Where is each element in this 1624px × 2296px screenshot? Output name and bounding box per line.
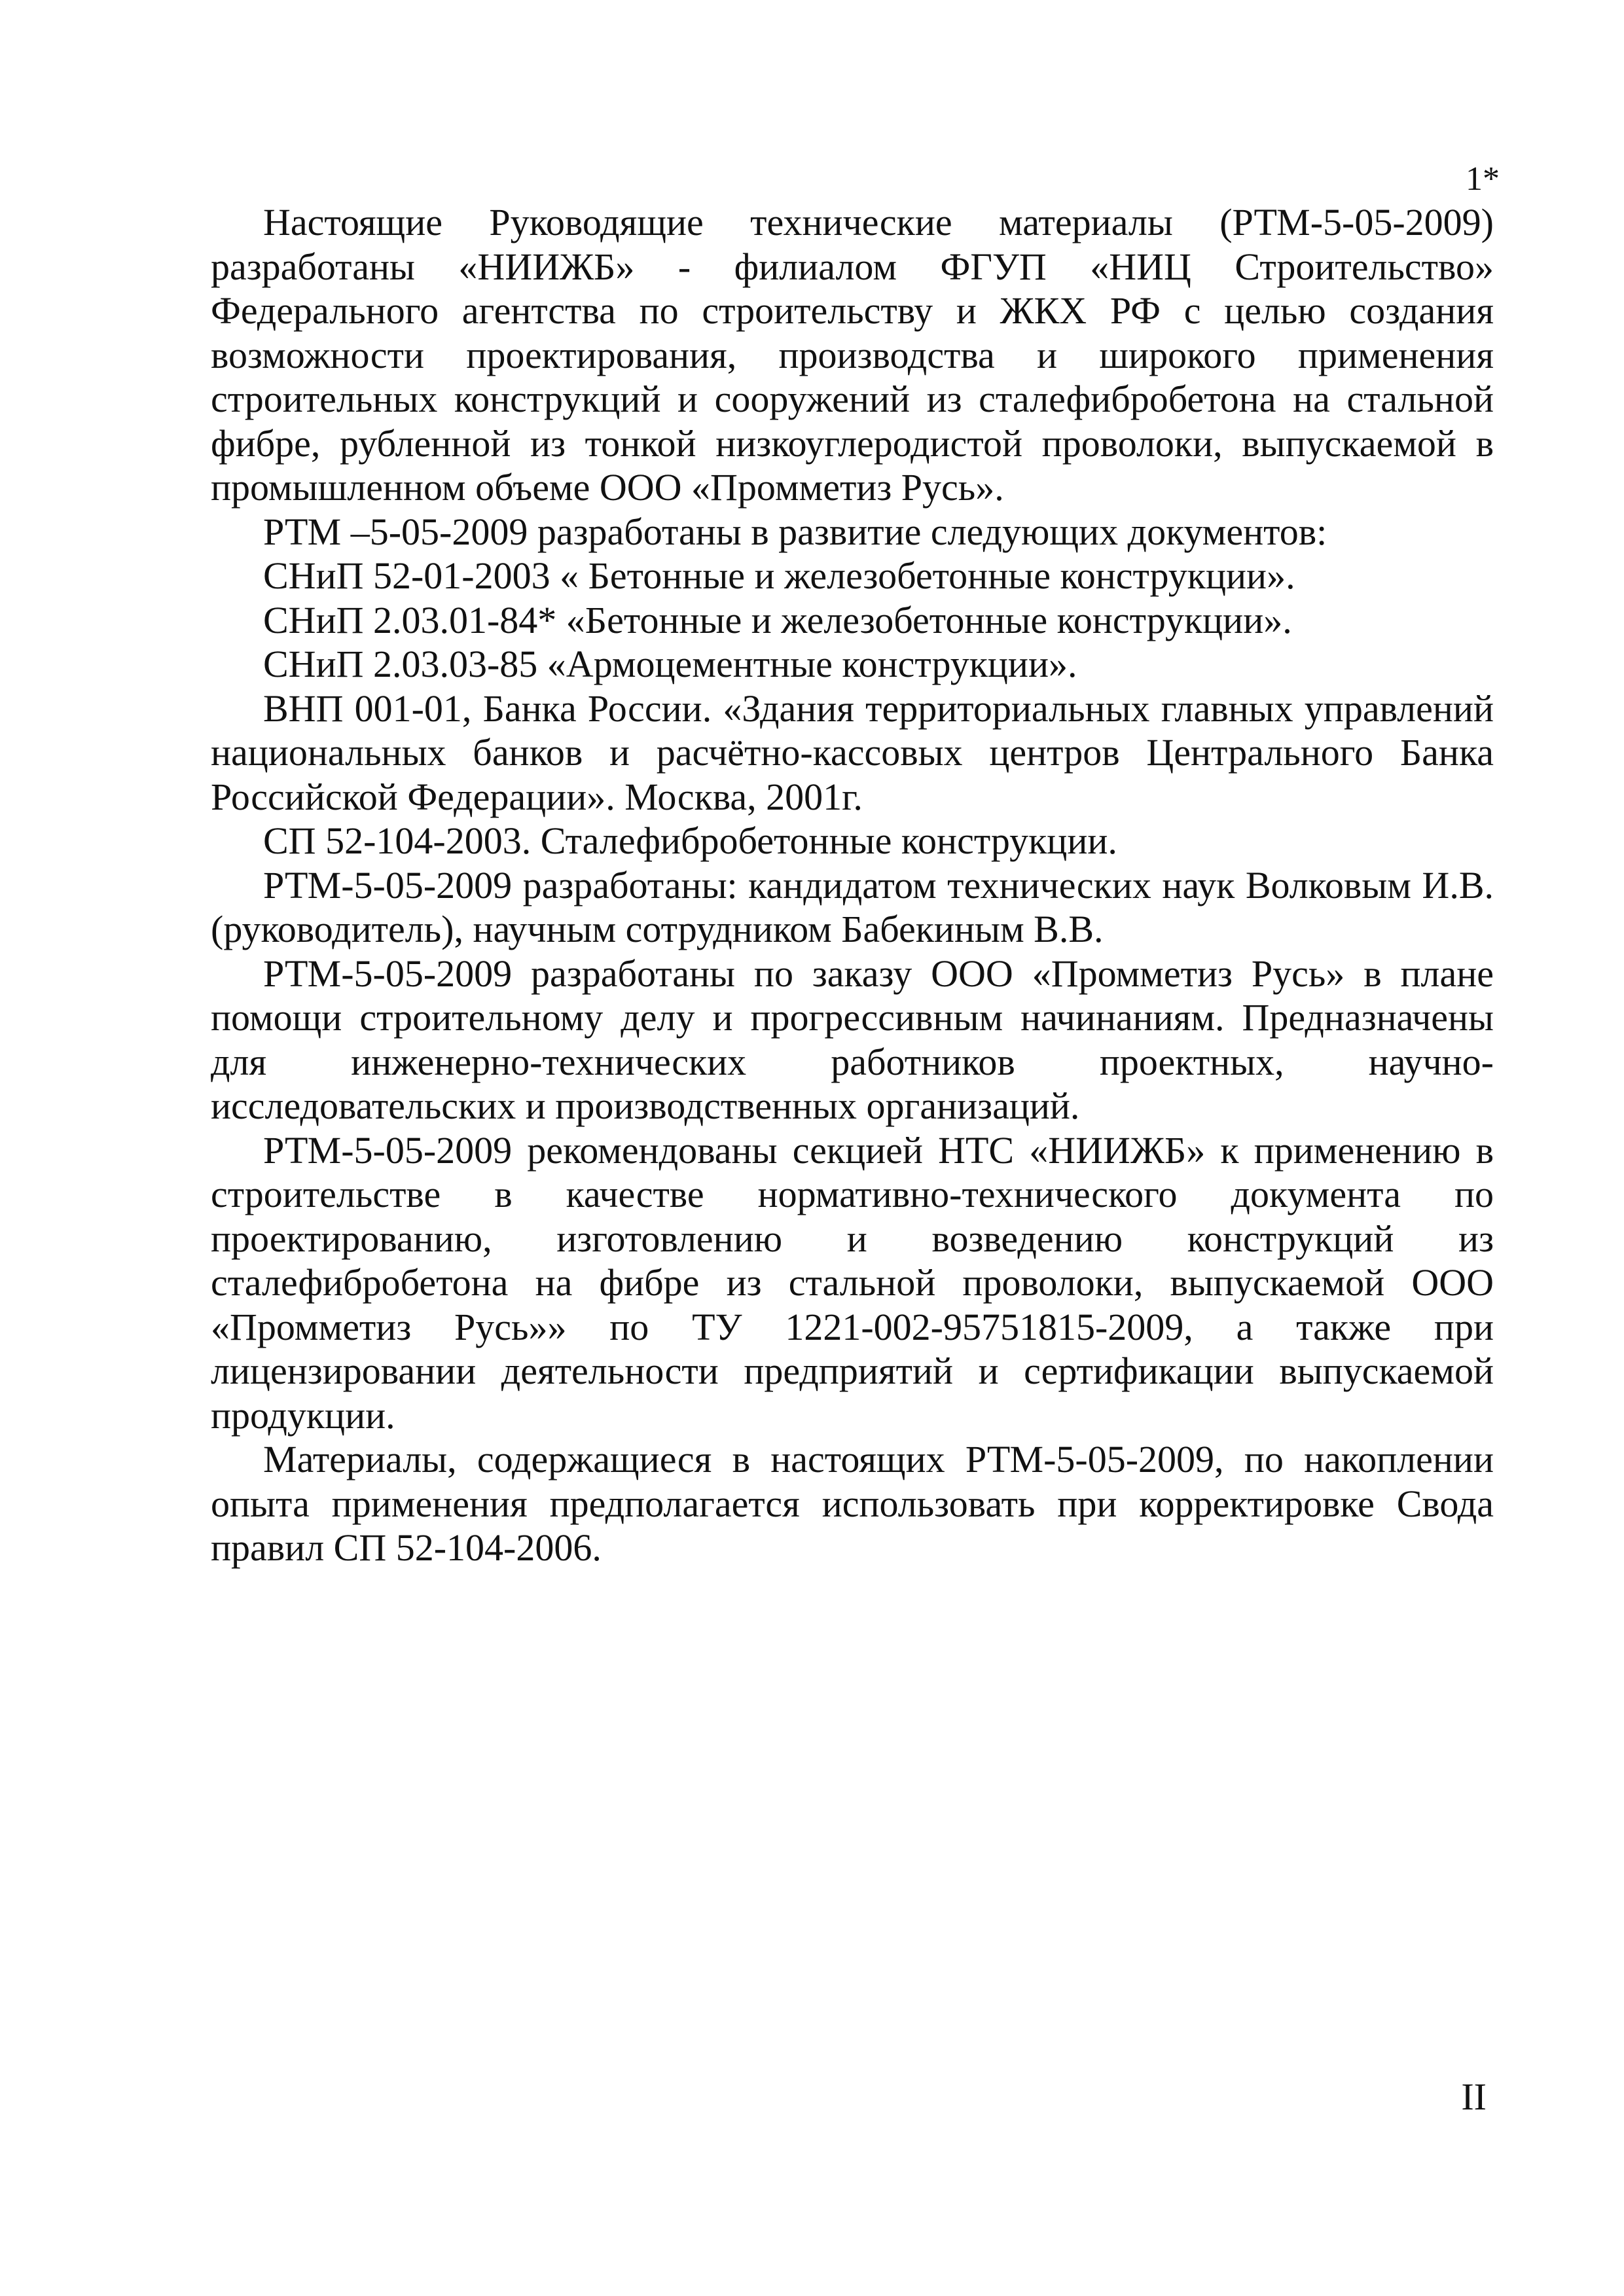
paragraph-recommendation: РТМ-5-05-2009 рекомендованы секцией НТС «НИИЖБ» к применению в строительстве в качестве нормативно-технического документа по проектированию, изготовлению и возведению конструкций из сталефибробетона на фибре из стальной проволоки, выпускаемой ООО «Промметиз Русь»» по ТУ 1221-002-95751815-2009, а также при лицензировании деятельности предприятий и сертификации выпускаемой продукции. <box>211 1128 1494 1437</box>
paragraph-reference-vnp: ВНП 001-01, Банка России. «Здания территориальных главных управлений национальных банков и расчётно-кассовых центров Центрального Банка Российской Федерации». Москва, 2001г. <box>211 687 1494 818</box>
paragraph-intro: Настоящие Руководящие технические материалы (РТМ-5-05-2009) разработаны «НИИЖБ» - филиалом ФГУП «НИЦ Строительство» Федерального агентства по строительству и ЖКХ РФ с целью создания возможности проектирования, производства и широкого применения строительных конструкций и сооружений из сталефибробетона на стальной фибре, рубленной из тонкой низкоуглеродистой проволоки, выпускаемой в промышленном объеме ООО «Промметиз Русь». <box>211 201 1494 509</box>
paragraph-future-use: Материалы, содержащиеся в настоящих РТМ-5-05-2009, по накоплении опыта применения предполагается использовать при корректировке Свода правил СП 52-104-2006. <box>211 1438 1494 1569</box>
paragraph-reference-snip-2-03-01: СНиП 2.03.01-84* «Бетонные и железобетонные конструкции». <box>263 598 1292 641</box>
page-number: II <box>1461 2075 1487 2118</box>
page-mark: 1* <box>1466 160 1500 198</box>
paragraph-reference-snip-52: СНиП 52-01-2003 « Бетонные и железобетонные конструкции». <box>263 554 1295 597</box>
paragraph-authors: РТМ-5-05-2009 разработаны: кандидатом технических наук Волковым И.В. (руководитель), научным сотрудником Бабекиным В.В. <box>211 863 1494 950</box>
paragraph-purpose: РТМ-5-05-2009 разработаны по заказу ООО «Промметиз Русь» в плане помощи строительному делу и прогрессивным начинаниям. Предназначены для инженерно-технических работников проектных, научно-исследовательских и производственных организаций. <box>211 952 1494 1127</box>
paragraph-development-basis: РТМ –5-05-2009 разработаны в развитие следующих документов: <box>263 510 1327 553</box>
paragraph-reference-sp: СП 52-104-2003. Сталефибробетонные конструкции. <box>263 819 1117 862</box>
paragraph-reference-snip-2-03-03: СНиП 2.03.03-85 «Армоцементные конструкции». <box>263 643 1077 685</box>
document-body <box>211 200 1494 1570</box>
